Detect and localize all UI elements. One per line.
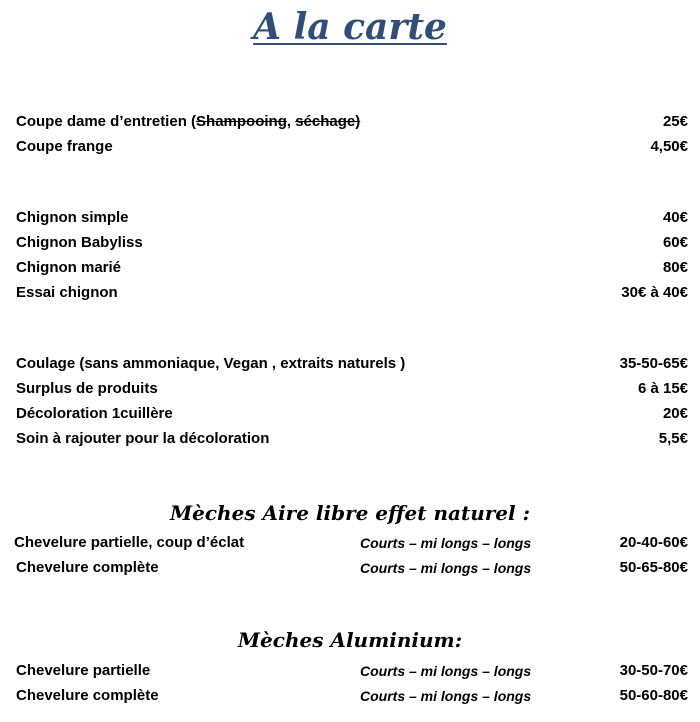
struck-sechage: séchage) xyxy=(295,113,361,130)
price-row xyxy=(0,685,700,707)
price-row xyxy=(0,232,700,254)
item-label xyxy=(16,111,360,133)
lengths-label: Courts – mi longs – longs xyxy=(360,560,532,576)
item-price: 50-60-80€ xyxy=(619,687,688,704)
label-start: Coupe dame d’entretien ( xyxy=(16,113,197,130)
item-price: 20€ xyxy=(662,405,688,422)
price-row xyxy=(0,557,700,579)
item-label: Chevelure partielle, coup d’éclat xyxy=(14,534,245,551)
item-label: Chevelure complète xyxy=(16,559,159,576)
price-row xyxy=(0,428,700,450)
item-price: 40€ xyxy=(662,209,688,226)
item-label: Soin à rajouter pour la décoloration xyxy=(16,430,270,447)
price-row xyxy=(0,207,700,229)
item-price: 6 à 15€ xyxy=(637,380,688,397)
price-row-coupe-dame xyxy=(0,111,700,133)
item-label: Chignon Babyliss xyxy=(16,234,143,251)
item-price: 5,5€ xyxy=(658,430,688,447)
item-label: Essai chignon xyxy=(16,284,118,301)
price-row xyxy=(0,403,700,425)
struck-shampooing: Shampooing xyxy=(196,113,287,130)
price-row xyxy=(0,282,700,304)
label-separator: , xyxy=(286,113,296,130)
price-row xyxy=(0,353,700,375)
section-heading-meches-aluminium: Mèches Aluminium: xyxy=(237,628,463,652)
item-price: 80€ xyxy=(662,259,688,276)
item-price: 30€ à 40€ xyxy=(621,284,688,301)
lengths-label: Courts – mi longs – longs xyxy=(360,688,532,704)
item-price: 30-50-70€ xyxy=(619,662,688,679)
item-label: Chignon simple xyxy=(16,209,129,226)
item-label: Coulage (sans ammoniaque, Vegan , extraits naturels ) xyxy=(16,355,406,372)
item-label: Décoloration 1cuillère xyxy=(16,405,173,422)
item-price: 20-40-60€ xyxy=(619,534,688,551)
lengths-label: Courts – mi longs – longs xyxy=(360,535,532,551)
lengths-label: Courts – mi longs – longs xyxy=(360,663,532,679)
price-row-coupe-frange xyxy=(0,136,700,158)
item-price: 35-50-65€ xyxy=(619,355,688,372)
item-price: 50-65-80€ xyxy=(619,559,688,576)
item-price: 60€ xyxy=(662,234,688,251)
price-row xyxy=(0,532,700,554)
page-title: A la carte xyxy=(253,6,447,48)
item-label: Chignon marié xyxy=(16,259,122,276)
item-price: 25€ xyxy=(662,113,688,130)
price-row xyxy=(0,378,700,400)
item-label: Surplus de produits xyxy=(16,380,158,397)
price-row xyxy=(0,257,700,279)
item-label: Chevelure partielle xyxy=(16,662,151,679)
item-price: 4,50€ xyxy=(650,138,688,155)
item-label: Coupe frange xyxy=(16,138,113,155)
section-heading-meches-aire-libre: Mèches Aire libre effet naturel : xyxy=(170,501,530,525)
item-label: Chevelure complète xyxy=(16,687,159,704)
price-row xyxy=(0,660,700,682)
